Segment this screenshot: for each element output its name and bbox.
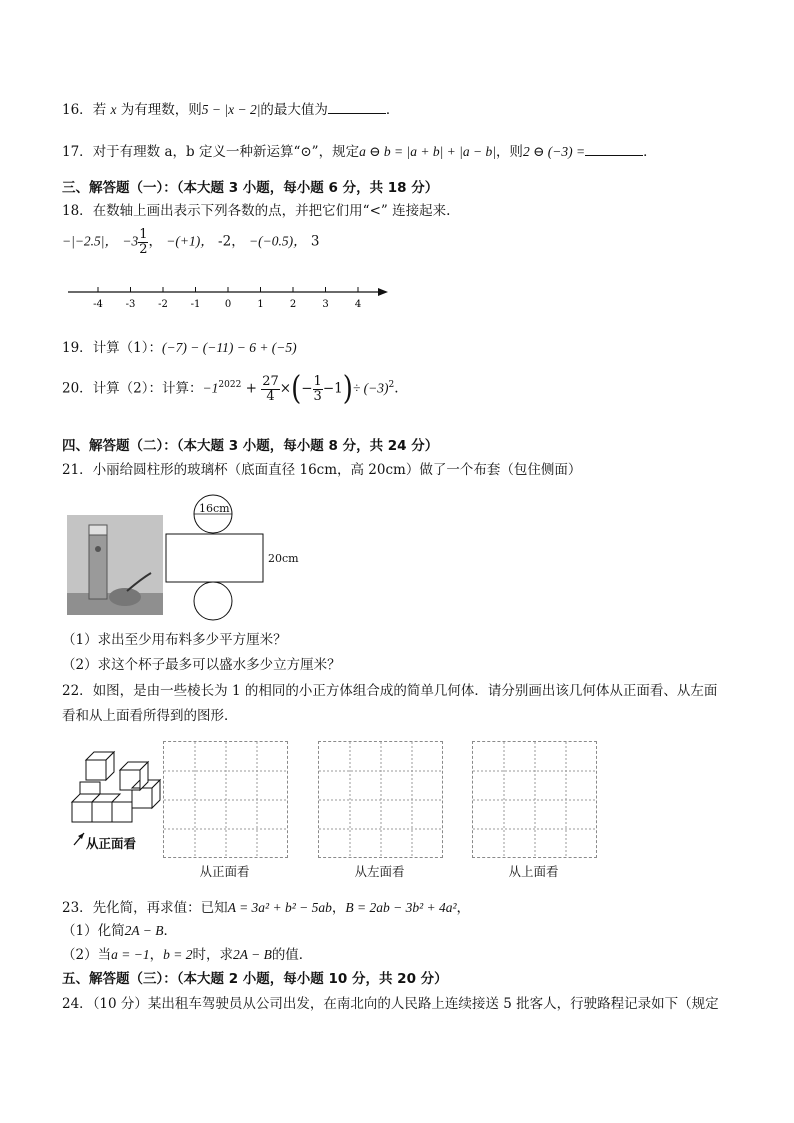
- number-line-arrow: [378, 288, 388, 296]
- grid-top-view: [472, 741, 597, 858]
- question-18: [62, 199, 450, 219]
- q20-exponent-2: 2: [388, 380, 395, 390]
- q21-subquestion-1: （1）求出至少用布料多少平方厘米？: [62, 632, 287, 648]
- view-direction-label: 从正面看: [86, 836, 137, 851]
- q20-minus-one: −1: [322, 380, 343, 397]
- question-20: [62, 370, 399, 408]
- q23-s1-label: （1）化简: [62, 923, 125, 939]
- number-line-tick-label: -4: [93, 299, 103, 310]
- caption-left-view: 从左面看: [354, 864, 405, 879]
- number-line-tick-label: 4: [354, 299, 362, 310]
- q20-number: 20．: [62, 380, 93, 397]
- q23-expression-b: B = 2ab − 3b² + 4a²: [345, 900, 457, 915]
- q20-times: ×: [279, 380, 292, 397]
- q20-divide: ÷ (−3): [352, 380, 389, 396]
- question-22-line-2: 看和从上面看所得到的图形．: [62, 708, 238, 724]
- q23-end: ，: [456, 900, 471, 916]
- caption-front-view: 从正面看: [199, 864, 250, 879]
- q24-text: （10 分）某出租车驾驶员从公司出发，在南北向的人民路上连续接送 5 批客人，行驶路程记录如下（规定: [92, 996, 719, 1012]
- q20-exponent-1: 2022: [218, 380, 242, 390]
- q18-frac-den: 2: [139, 241, 148, 257]
- section-3-heading: 三、解答题（一）：（本大题 3 小题，每小题 6 分，共 18 分）: [62, 180, 439, 196]
- q23-number: 23．: [62, 900, 93, 916]
- q18-text: 在数轴上画出表示下列各数的点，并把它们用“<” 连接起来.: [92, 203, 451, 219]
- q18-frac-num: 1: [139, 227, 148, 242]
- q23-s2-end: 的值．: [271, 947, 313, 963]
- q18-item-1: −|−2.5|，: [62, 233, 119, 249]
- q23-text: 先化简，再求值：已知: [92, 900, 228, 916]
- number-line-tick-label: 3: [322, 299, 329, 310]
- q23-s2-b-value: b = 2: [163, 947, 193, 962]
- q18-item-6: 3: [310, 233, 320, 250]
- q23-s2-expr: 2A − B: [232, 947, 272, 962]
- q16-number: 16．: [62, 102, 93, 118]
- q17-text: 对于有理数 a，b 定义一种新运算“⊙”，规定: [92, 144, 360, 160]
- q20-frac2-num: 1: [313, 373, 322, 389]
- q23-s2-label: （2）当: [62, 947, 112, 963]
- q19-number: 19．: [62, 340, 93, 356]
- q17-definition: a ⊖ b = |a + b| + |a − b|: [359, 144, 496, 159]
- q20-fraction-1: [261, 375, 280, 403]
- number-line-tick-label: -2: [158, 299, 168, 310]
- q24-number: 24．: [62, 996, 93, 1012]
- q20-end: .: [394, 380, 399, 397]
- question-22-line-1: [62, 679, 717, 699]
- q20-paren-open: (: [291, 370, 302, 408]
- q16-expression: 5 − |x − 2|: [201, 102, 261, 117]
- q20-plus: +: [241, 380, 262, 397]
- question-19: [62, 336, 297, 356]
- q18-item-5: −(−0.5)，: [249, 233, 307, 249]
- q19-label: 计算（1）：: [92, 340, 163, 356]
- q18-number: 18．: [62, 203, 93, 219]
- q20-fraction-2: [313, 375, 323, 403]
- q16-answer-blank: [328, 99, 386, 114]
- number-line-tick-label: 1: [257, 299, 264, 310]
- q23-s2-text: 时，求: [192, 947, 233, 963]
- q23-subquestion-1: [62, 919, 177, 939]
- q18-item-4: -2，: [218, 233, 245, 250]
- question-17: [62, 140, 657, 160]
- q17-ask: ，则: [495, 144, 523, 160]
- q23-subquestion-2: [62, 943, 312, 963]
- question-23: [62, 896, 470, 916]
- q16-var: x: [110, 102, 117, 117]
- q20-frac1-den: 4: [266, 388, 275, 404]
- q23-s2-sep: ，: [149, 947, 164, 963]
- q18-item-2-whole: −3: [122, 233, 139, 249]
- q17-number: 17．: [62, 144, 93, 160]
- q21-text: 小丽给圆柱形的玻璃杯（底面直径 16cm，高 20cm）做了一个布套（包住侧面）: [92, 462, 582, 478]
- section-5-heading: 五、解答题（三）：（本大题 2 小题，每小题 10 分，共 20 分）: [62, 971, 448, 987]
- number-line-tick-label: -3: [125, 299, 136, 310]
- q17-expression: 2 ⊖ (−3) =: [522, 144, 586, 159]
- q22-number: 22．: [62, 683, 93, 699]
- cubes-solid-figure: [66, 742, 162, 848]
- net-bottom-circle: [194, 582, 232, 620]
- q23-s1-expr: 2A − B: [124, 923, 164, 938]
- q20-label: 计算（2）：计算：: [92, 380, 203, 397]
- question-16: [62, 98, 399, 118]
- q20-term-1: −1: [202, 380, 219, 396]
- q17-answer-blank: [585, 141, 643, 156]
- q17-end: ．: [643, 144, 657, 160]
- net-lateral-rectangle: [166, 534, 263, 582]
- q23-s2-a-value: a = −1: [111, 947, 150, 962]
- net-diameter-label: 16cm: [199, 502, 230, 515]
- q16-text-mid: 为有理数，则: [116, 102, 202, 118]
- grid-front-view: [163, 741, 288, 858]
- q22-text-1: 如图，是由一些棱长为 1 的相同的小正方体组合成的简单几何体．请分别画出该几何体从正面看、从左面: [92, 683, 718, 699]
- q16-end: ．: [385, 102, 400, 118]
- number-line-tick-label: -1: [190, 299, 201, 310]
- q21-subquestion-2: （2）求这个杯子最多可以盛水多少立方厘米？: [62, 657, 341, 673]
- q16-text-pre: 若: [92, 102, 111, 118]
- q18-item-3: −(+1)，: [166, 233, 214, 249]
- q16-text-post: 的最大值为: [260, 102, 328, 118]
- grid-left-view: [318, 741, 443, 858]
- q23-s1-end: ．: [163, 923, 177, 939]
- q23-expression-a: A = 3a² + b² − 5ab: [227, 900, 332, 915]
- number-line-tick-label: 0: [224, 299, 232, 310]
- cup-photo: [67, 515, 163, 615]
- q20-frac1-num: 27: [262, 373, 279, 389]
- q20-frac2-den: 3: [313, 388, 322, 404]
- question-21: [62, 458, 581, 478]
- q18-item-2-sep: ，: [148, 233, 162, 250]
- q23-sep: ，: [331, 900, 346, 916]
- q18-number-list: [62, 228, 319, 256]
- q20-minus: −: [301, 380, 313, 397]
- section-4-heading: 四、解答题（二）：（本大题 3 小题，每小题 8 分，共 24 分）: [62, 438, 439, 454]
- number-line-tick-label: 2: [289, 299, 297, 310]
- q18-item-2-fraction: [138, 228, 148, 256]
- net-height-label: 20cm: [268, 552, 299, 565]
- q21-number: 21．: [62, 462, 93, 478]
- question-24: [62, 992, 719, 1012]
- q20-paren-close: ): [342, 370, 353, 408]
- number-line: [62, 280, 392, 310]
- cup-photo-drawing: [67, 515, 163, 615]
- caption-top-view: 从上面看: [508, 864, 559, 879]
- q19-expression: (−7) − (−11) − 6 + (−5): [162, 340, 297, 355]
